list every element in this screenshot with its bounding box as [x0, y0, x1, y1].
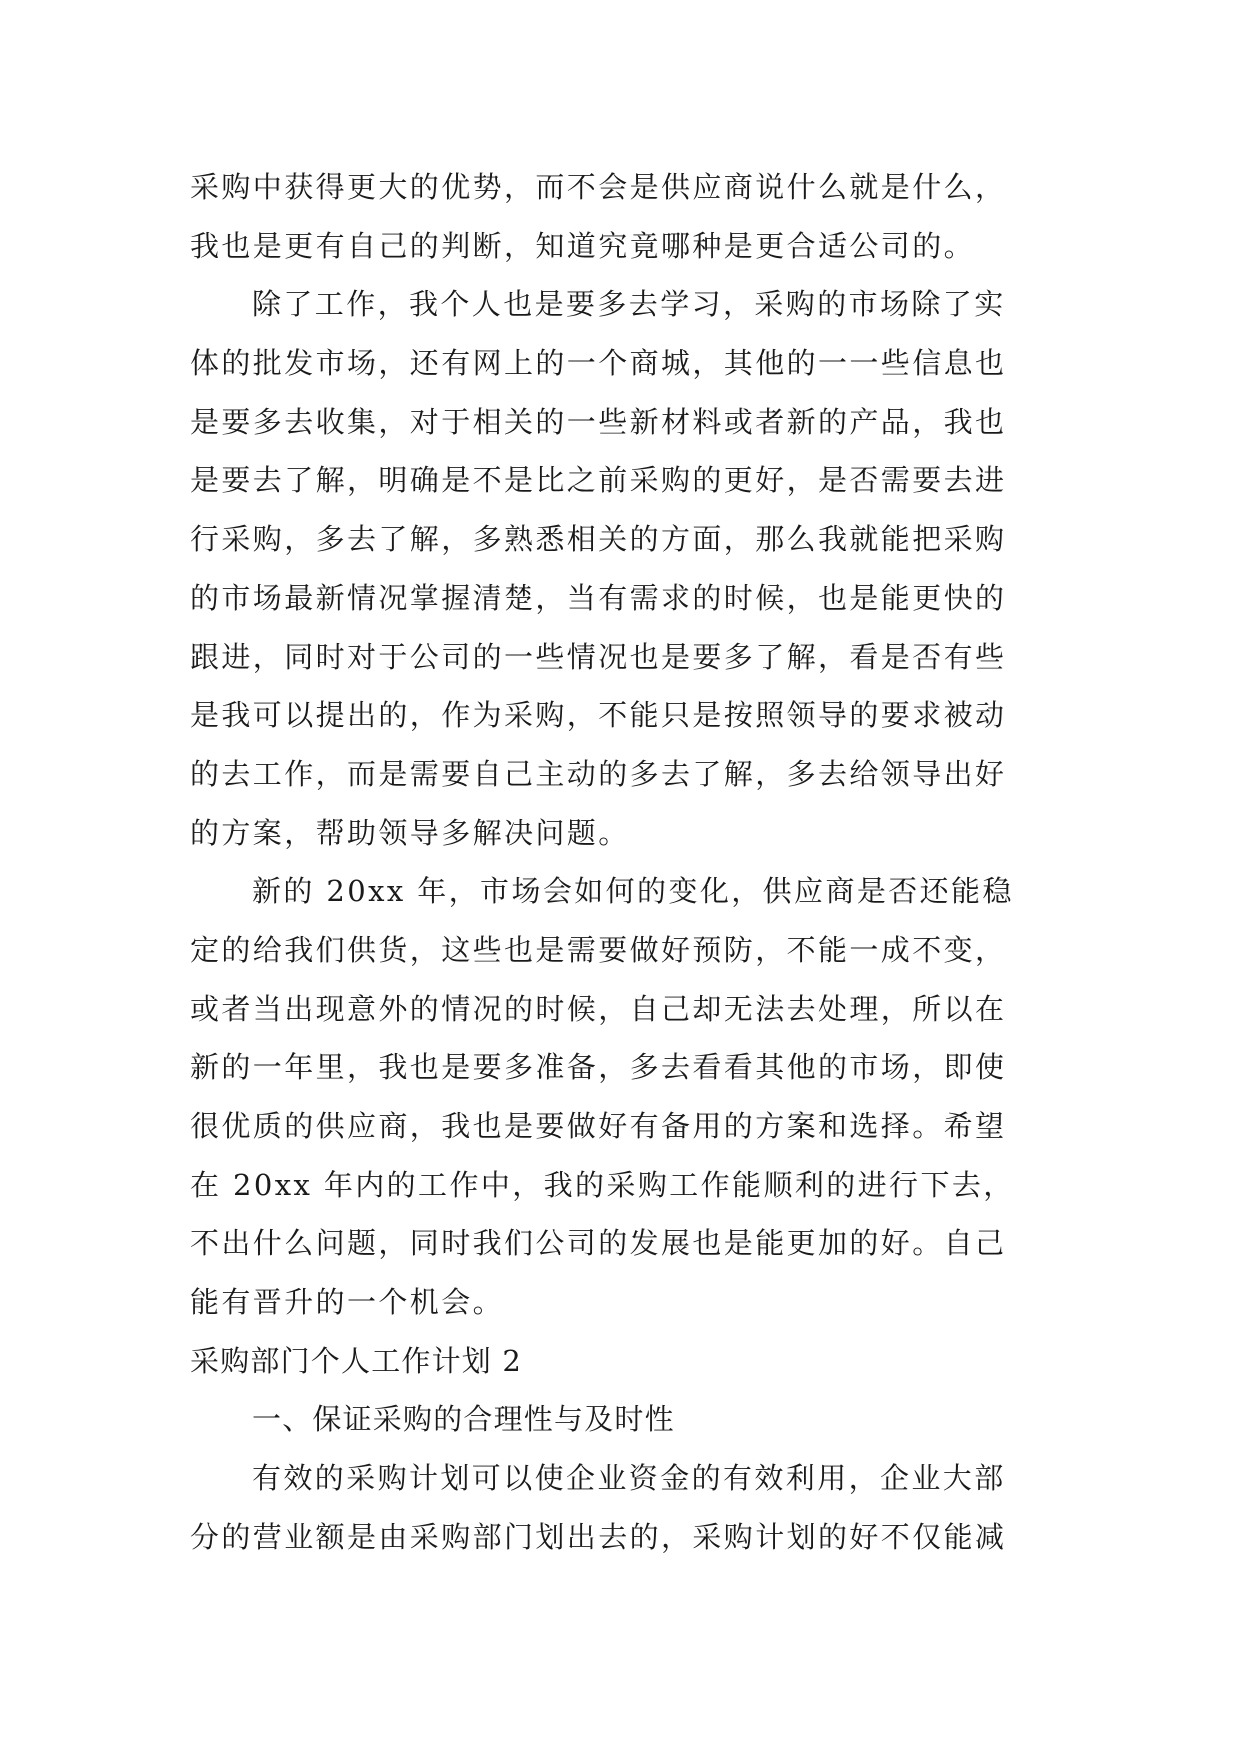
paragraph-line: 分的营业额是由采购部门划出去的，采购计划的好不仅能减 — [190, 1519, 1007, 1554]
paragraph-line: 新的 20xx 年，市场会如何的变化，供应商是否还能稳 — [252, 874, 1014, 909]
paragraph-line: 行采购，多去了解，多熟悉相关的方面，那么我就能把采购 — [190, 522, 1007, 557]
section-subheading: 一、保证采购的合理性与及时性 — [252, 1402, 675, 1437]
paragraph-line: 跟进，同时对于公司的一些情况也是要多了解，看是否有些 — [190, 639, 1007, 674]
paragraph-line: 的去工作，而是需要自己主动的多去了解，多去给领导出好 — [190, 756, 1007, 791]
paragraph-line: 的市场最新情况掌握清楚，当有需求的时候，也是能更快的 — [190, 580, 1007, 615]
paragraph-line: 或者当出现意外的情况的时候，自己却无法去处理，所以在 — [190, 991, 1007, 1026]
paragraph-line: 除了工作，我个人也是要多去学习，采购的市场除了实 — [252, 287, 1006, 322]
paragraph-line: 不出什么问题，同时我们公司的发展也是能更加的好。自己 — [190, 1226, 1007, 1261]
paragraph-line: 体的批发市场，还有网上的一个商城，其他的一一些信息也 — [190, 346, 1007, 381]
paragraph-line: 定的给我们供货，这些也是需要做好预防，不能一成不变， — [190, 932, 1007, 967]
document-body — [190, 158, 1070, 1567]
section-title: 采购部门个人工作计划 2 — [190, 1343, 523, 1378]
paragraph-line: 很优质的供应商，我也是要做好有备用的方案和选择。希望 — [190, 1109, 1007, 1143]
paragraph-line: 采购中获得更大的优势，而不会是供应商说什么就是什么， — [190, 170, 1007, 204]
paragraph-line: 是我可以提出的，作为采购，不能只是按照领导的要求被动 — [190, 698, 1007, 733]
paragraph-line: 新的一年里，我也是要多准备，多去看看其他的市场，即使 — [190, 1050, 1007, 1085]
paragraph-line: 我也是更有自己的判断，知道究竟哪种是更合适公司的。 — [190, 228, 976, 263]
paragraph-line: 是要去了解，明确是不是比之前采购的更好，是否需要去进 — [190, 463, 1007, 498]
paragraph-line: 能有晋升的一个机会。 — [190, 1285, 505, 1320]
paragraph-line: 的方案，帮助领导多解决问题。 — [190, 815, 630, 850]
paragraph-line: 有效的采购计划可以使企业资金的有效利用，企业大部 — [252, 1461, 1006, 1496]
paragraph-line: 是要多去收集，对于相关的一些新材料或者新的产品，我也 — [190, 404, 1007, 439]
paragraph-line: 在 20xx 年内的工作中，我的采购工作能顺利的进行下去， — [190, 1167, 1015, 1202]
